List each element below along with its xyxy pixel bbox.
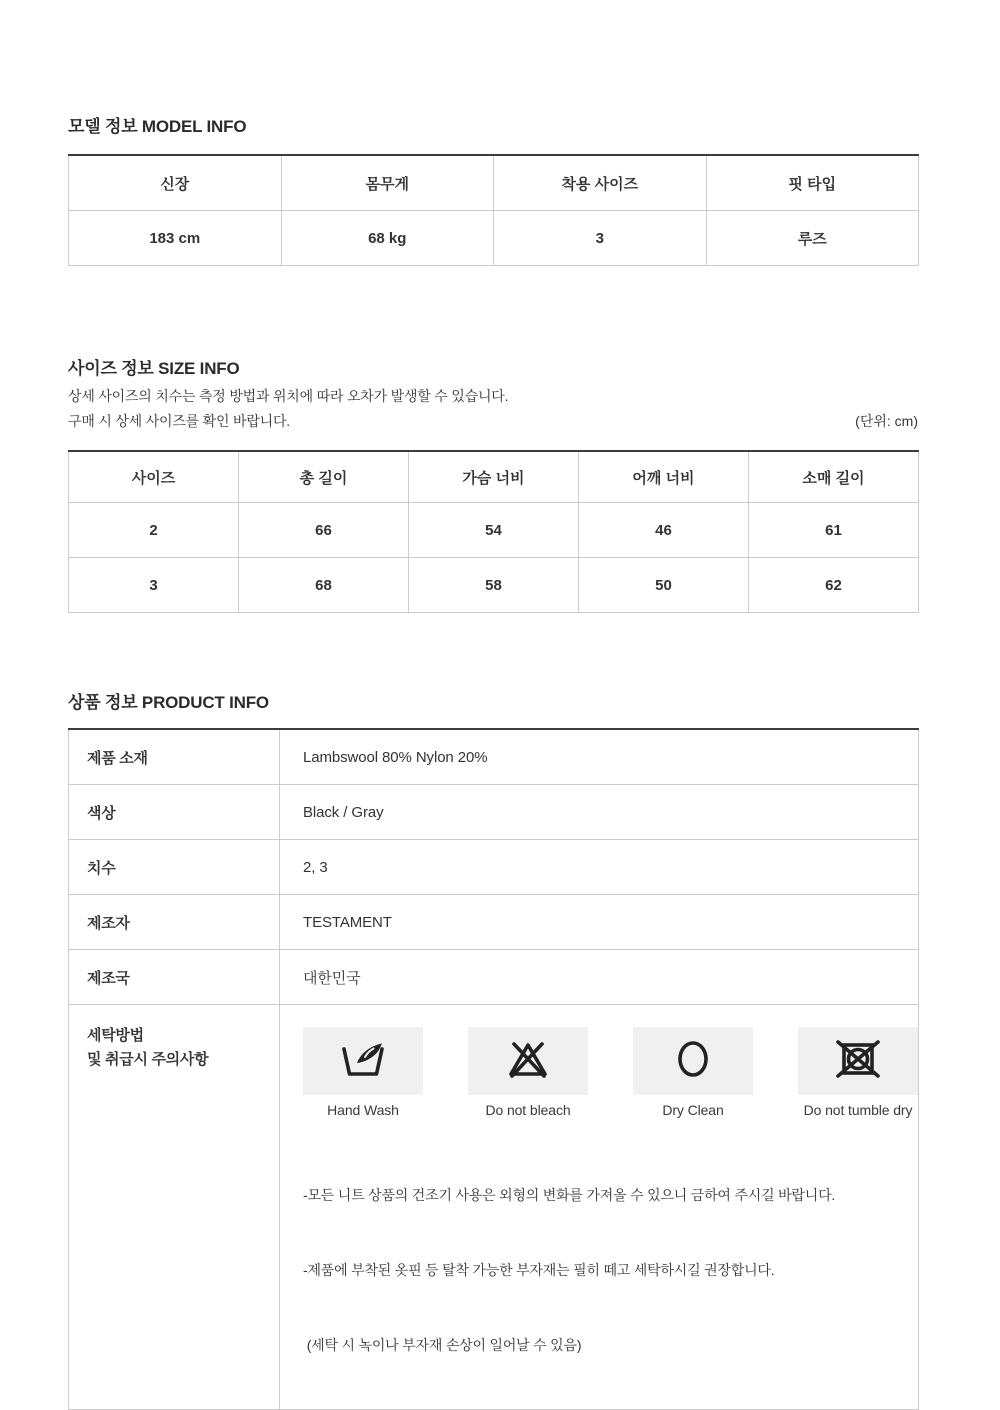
- size-table-row-2: [69, 503, 919, 558]
- product-row-color: [69, 785, 919, 840]
- size-header-chest-width: 가슴 너비: [409, 451, 579, 503]
- model-header-fit-type: 핏 타입: [706, 155, 919, 211]
- care-icon-label: Dry Clean: [662, 1102, 724, 1118]
- care-item-do-not-tumble-dry: [798, 1027, 918, 1118]
- model-header-worn-size: 착용 사이즈: [494, 155, 707, 211]
- size-cell: 46: [579, 503, 749, 558]
- size-info-table: [68, 450, 919, 613]
- product-label-care: [69, 1005, 280, 1410]
- model-value-height: 183 cm: [69, 211, 282, 266]
- product-row-manufacturer: [69, 895, 919, 950]
- product-label-sizes: 치수: [69, 840, 280, 895]
- product-row-sizes: [69, 840, 919, 895]
- care-item-do-not-bleach: [468, 1027, 588, 1118]
- size-cell: 66: [239, 503, 409, 558]
- model-header-height: 신장: [69, 155, 282, 211]
- care-label-line: 및 취급시 주의사항: [87, 1051, 209, 1068]
- care-item-dry-clean: [633, 1027, 753, 1118]
- size-header-total-length: 총 길이: [239, 451, 409, 503]
- size-cell: 58: [409, 558, 579, 613]
- model-info-title: 모델 정보 MODEL INFO: [68, 117, 247, 136]
- size-cell: 50: [579, 558, 749, 613]
- size-header-shoulder-width: 어깨 너비: [579, 451, 749, 503]
- care-note-line: -제품에 부착된 옷핀 등 탈착 가능한 부자재는 필히 떼고 세탁하시길 권장합니다.: [303, 1262, 775, 1278]
- product-label-manufacturer: 제조자: [69, 895, 280, 950]
- care-icon-label: Hand Wash: [327, 1102, 399, 1118]
- dry-clean-icon: [676, 1039, 710, 1083]
- product-label-country: 제조국: [69, 950, 280, 1005]
- care-icon-box: [468, 1027, 588, 1095]
- product-value-color: Black / Gray: [280, 785, 919, 840]
- size-cell: 54: [409, 503, 579, 558]
- care-item-hand-wash: [303, 1027, 423, 1118]
- product-row-country: [69, 950, 919, 1005]
- care-icon-box: [633, 1027, 753, 1095]
- size-cell: 62: [749, 558, 919, 613]
- model-info-table: [68, 154, 919, 266]
- size-table-header-row: [69, 451, 919, 503]
- size-info-notes: [68, 384, 508, 434]
- product-value-country: 대한민국: [280, 950, 919, 1005]
- care-note-line: (세탁 시 녹이나 부자재 손상이 일어날 수 있음): [303, 1337, 582, 1353]
- model-header-weight: 몸무게: [281, 155, 494, 211]
- product-row-material: [69, 729, 919, 785]
- size-cell: 61: [749, 503, 919, 558]
- model-value-fit-type: 루즈: [706, 211, 919, 266]
- care-label-line: 세탁방법: [87, 1027, 144, 1044]
- size-header-sleeve-length: 소매 길이: [749, 451, 919, 503]
- do-not-tumble-dry-icon: [830, 1040, 886, 1082]
- size-note-line: 상세 사이즈의 치수는 측정 방법과 위치에 따라 오차가 발생할 수 있습니다.: [68, 388, 509, 404]
- size-table-row-3: [69, 558, 919, 613]
- size-note-line: 구매 시 상세 사이즈를 확인 바랍니다.: [68, 413, 290, 429]
- size-cell: 2: [69, 503, 239, 558]
- model-value-weight: 68 kg: [281, 211, 494, 266]
- care-notes: [303, 1133, 917, 1408]
- care-note-line: -모든 니트 상품의 건조기 사용은 외형의 변화를 가져올 수 있으니 금하여 주시길 바랍니다.: [303, 1187, 836, 1203]
- care-icons-row: [303, 1027, 917, 1118]
- care-icon-box: [303, 1027, 423, 1095]
- size-cell: 68: [239, 558, 409, 613]
- model-info-header-row: [69, 155, 919, 211]
- hand-wash-icon: [340, 1040, 386, 1082]
- product-value-manufacturer: TESTAMENT: [280, 895, 919, 950]
- product-info-table: [68, 728, 919, 1410]
- size-info-title: 사이즈 정보 SIZE INFO: [68, 359, 240, 378]
- product-row-care: [69, 1005, 919, 1410]
- care-icon-box: [798, 1027, 918, 1095]
- care-icon-label: Do not tumble dry: [803, 1102, 913, 1118]
- product-value-sizes: 2, 3: [280, 840, 919, 895]
- care-icon-label: Do not bleach: [485, 1102, 571, 1118]
- model-value-worn-size: 3: [494, 211, 707, 266]
- size-cell: 3: [69, 558, 239, 613]
- product-value-care: [280, 1005, 919, 1410]
- product-label-color: 색상: [69, 785, 280, 840]
- product-label-material: 제품 소재: [69, 729, 280, 785]
- product-info-title: 상품 정보 PRODUCT INFO: [68, 693, 269, 712]
- product-value-material: Lambswool 80% Nylon 20%: [280, 729, 919, 785]
- model-info-value-row: [69, 211, 919, 266]
- size-header-size: 사이즈: [69, 451, 239, 503]
- do-not-bleach-icon: [507, 1040, 549, 1082]
- size-unit-note: (단위: cm): [855, 413, 918, 429]
